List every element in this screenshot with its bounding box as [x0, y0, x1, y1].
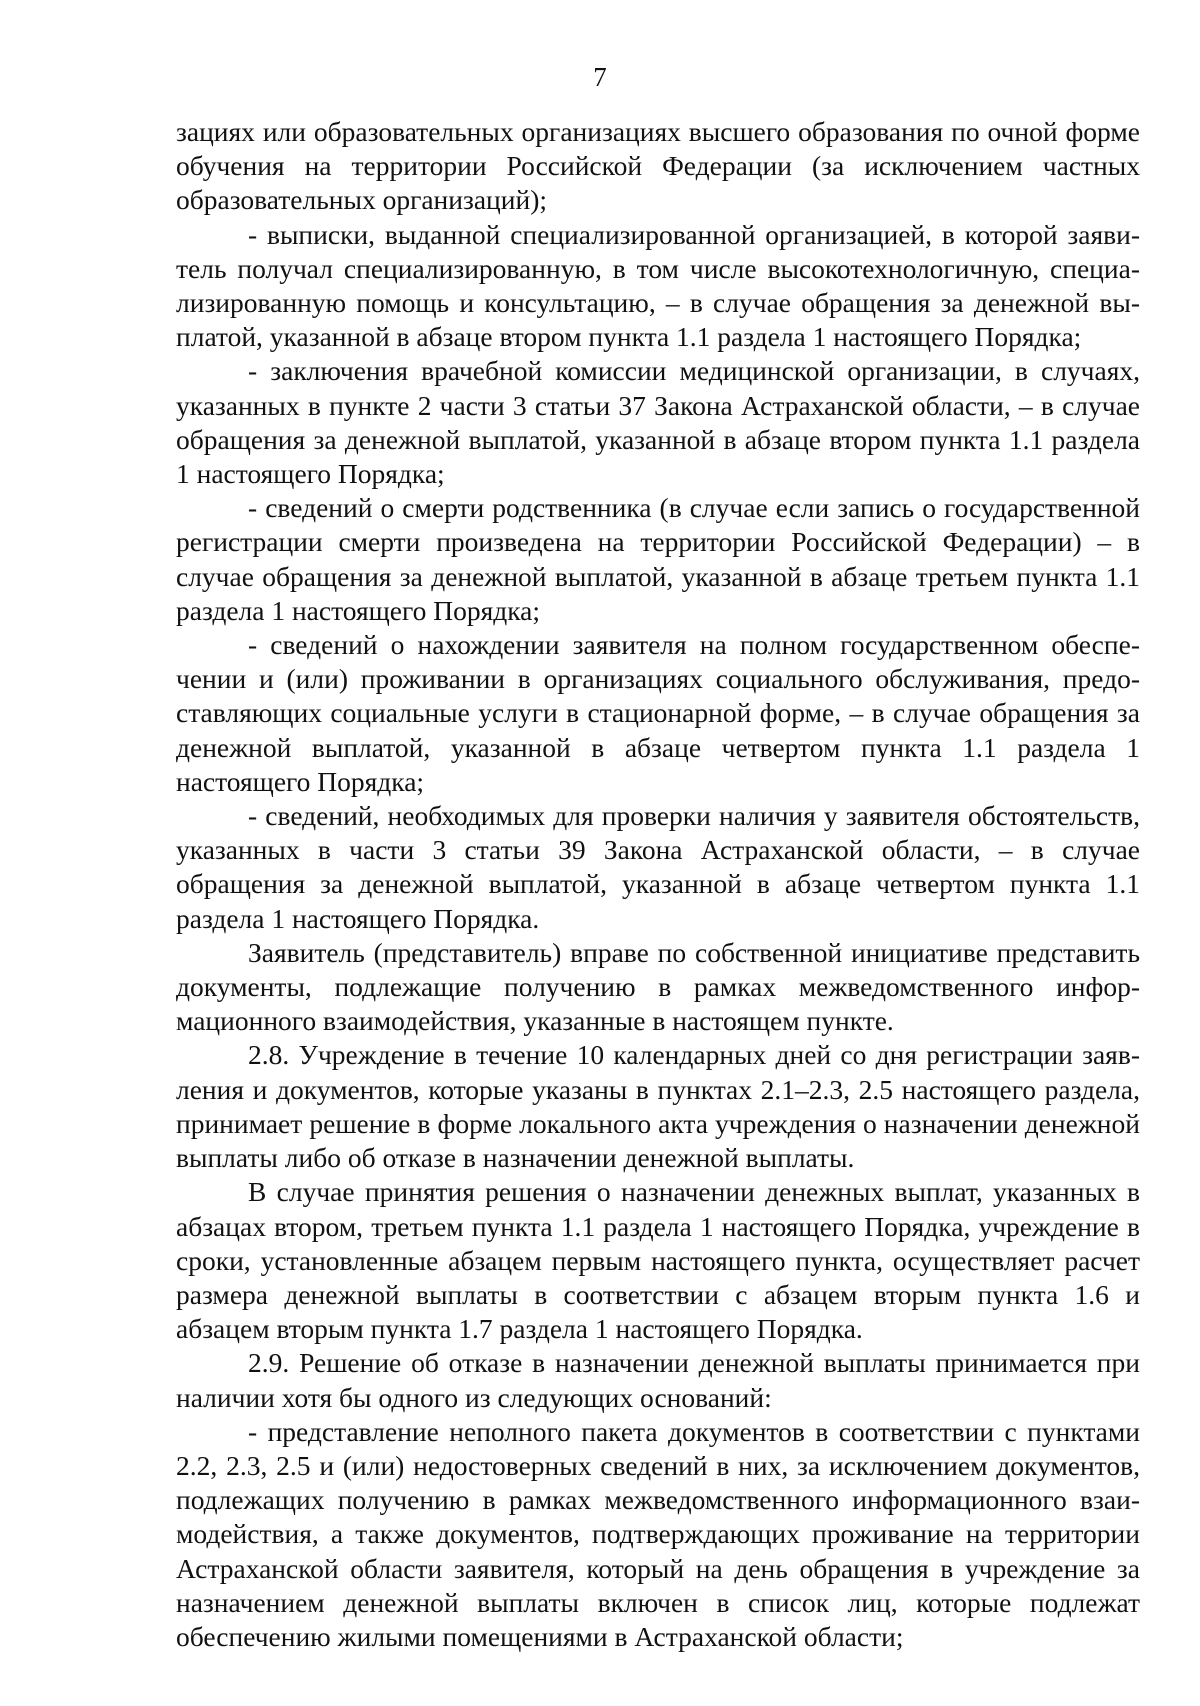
paragraph-payment-calculation: В случае принятия решения о назначении денежных выплат, указанных в абзацах втором, третьем пункта 1.1 раздела 1 настоящего Порядка, учреждение в сроки, установленные абзацем первым настоящего пункта, осуществляет расчет размера денежной выплаты в соответствии с абзацем вторым пункта 1.6 и абзацем вторым пункта 1.7 раздела 1 настоящего Порядка. [176, 1176, 1140, 1345]
paragraph-refusal-ground: - представление неполного пакета документов в соответствии с пунктами 2.2, 2.3, 2.5 и (или) недостоверных сведений в них, за исключением документов, подлежащих получению в рамках межведомственного информационного взаимодействия, а также документов, подтверждающих проживание на территории Астраханской области заявителя, который на день обращения в учреждение за назначением денежной выплаты включен в список лиц, которые подлежат обеспечению жилыми помещениями в Астраханской области; [176, 1415, 1140, 1652]
document-body [176, 115, 1140, 1654]
paragraph-item-circumstances: - сведений, необходимых для проверки наличия у заявителя обстоятельств, указанных в части 3 статьи 39 Закона Астраханской области, – в случае обращения за денежной выплатой, указанной в абзаце четвертом пункта 1.1 раздела 1 настоящего Порядка. [176, 800, 1140, 934]
paragraph-applicant-initiative: Заявитель (представитель) вправе по собственной инициативе представить документы, подлежащие получению в рамках межведомственного информационного взаимодействия, указанные в настоящем пункте. [176, 936, 1140, 1037]
paragraph-item-death-record: - сведений о смерти родственника (в случае если запись о государственной регистрации смерти произведена на территории Российской Федерации) – в случае обращения за денежной выплатой, указанной в абзаце третьем пункта 1.1 раздела 1 настоящего Порядка; [176, 492, 1140, 626]
paragraph-clause-2-9: 2.9. Решение об отказе в назначении денежной выплаты принимается при наличии хотя бы одного из следующих оснований: [176, 1347, 1140, 1413]
paragraph-continuation: зациях или образовательных организациях высшего образования по очной форме обучения на территории Российской Федерации (за исключением частных образовательных организаций); [176, 116, 1140, 216]
page-number: 7 [593, 62, 607, 92]
paragraph-item-state-support: - сведений о нахождении заявителя на полном государственном обеспечении и (или) проживании в организациях социального обслуживания, предоставляющих социальные услуги в стационарной форме, – в случае обращения за денежной выплатой, указанной в абзаце четвертом пункта 1.1 раздела 1 настоящего Порядка; [176, 629, 1140, 797]
paragraph-item-extract: - выписки, выданной специализированной организацией, в которой заявитель получал специализированную, в том числе высокотехнологичную, специализированную помощь и консультацию, – в случае обращения за денежной выплатой, указанной в абзаце втором пункта 1.1 раздела 1 настоящего Порядка; [176, 218, 1140, 353]
paragraph-clause-2-8: 2.8. Учреждение в течение 10 календарных дней со дня регистрации заявления и документов, которые указаны в пунктах 2.1–2.3, 2.5 настоящего раздела, принимает решение в форме локального акта учреждения о назначении денежной выплаты либо об отказе в назначении денежной выплаты. [176, 1039, 1140, 1174]
paragraph-item-medical-commission: - заключения врачебной комиссии медицинской организации, в случаях, указанных в пункте 2 части 3 статьи 37 Закона Астраханской области, – в случае обращения за денежной выплатой, указанной в абзаце втором пункта 1.1 раздела 1 настоящего Порядка; [176, 355, 1140, 490]
